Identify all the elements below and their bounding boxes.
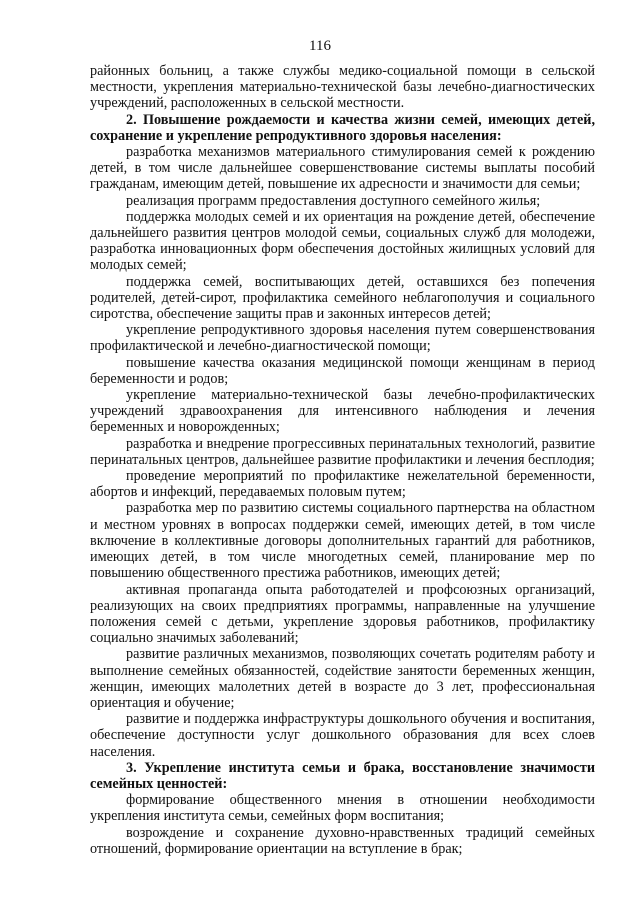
paragraph: формирование общественного мнения в отношении необходимости укрепления института семьи, семейных форм воспитания; xyxy=(90,792,595,825)
paragraph: разработка механизмов материального стимулирования семей к рождению детей, в том числе дальнейшее совершенствование системы выплаты пособий гражданам, имеющим детей, повышение их адресности и значимости для семьи; xyxy=(90,144,595,193)
paragraph: возрождение и сохранение духовно-нравственных традиций семейных отношений, формирование ориентации на вступление в брак; xyxy=(90,824,595,857)
paragraph: проведение мероприятий по профилактике нежелательной беременности, абортов и инфекций, передаваемых половым путем; xyxy=(90,468,595,501)
paragraph: районных больниц, а также службы медико-социальной помощи в сельской местности, укрепления материально-технической базы лечебно-диагностических учреждений, расположенных в сельской местности. xyxy=(90,63,595,112)
paragraph: повышение качества оказания медицинской помощи женщинам в период беременности и родов; xyxy=(90,354,595,387)
section-heading: 3. Укрепление института семьи и брака, восстановление значимости семейных ценностей: xyxy=(90,759,595,792)
paragraph: поддержка молодых семей и их ориентация на рождение детей, обеспечение дальнейшего развития центров молодой семьи, социальных служб для молодежи, разработка инновационных форм обеспечения достойных жилищных условий для молодых семей; xyxy=(90,208,595,274)
paragraph: развитие различных механизмов, позволяющих сочетать родителям работу и выполнение семейных обязанностей, содействие занятости беременных женщин, женщин, имеющих малолетних детей в возрасте до 3 лет, профессиональная ориентация и обучение; xyxy=(90,646,595,711)
paragraph: поддержка семей, воспитывающих детей, оставшихся без попечения родителей, детей-сирот, профилактика семейного неблагополучия и социального сиротства, обеспечение защиты прав и законных интересов детей; xyxy=(90,273,595,323)
document-body xyxy=(90,63,595,857)
paragraph: активная пропаганда опыта работодателей и профсоюзных организаций, реализующих на своих предприятиях программы, направленные на улучшение положения семей с детьми, укрепление здоровья работников, профилактику социально значимых заболеваний; xyxy=(90,581,595,647)
paragraph: укрепление репродуктивного здоровья населения путем совершенствования профилактической и лечебно-диагностической помощи; xyxy=(90,322,595,355)
paragraph: укрепление материально-технической базы лечебно-профилактических учреждений здравоохранения для интенсивного наблюдения и лечения беременных и новорожденных; xyxy=(90,387,595,436)
page-number: 116 xyxy=(309,38,331,54)
paragraph: разработка и внедрение прогрессивных перинатальных технологий, развитие перинатальных центров, дальнейшее развитие профилактики и лечения бесплодия; xyxy=(90,435,595,468)
paragraph: развитие и поддержка инфраструктуры дошкольного обучения и воспитания, обеспечение доступности услуг дошкольного образования для всех слоев населения. xyxy=(90,711,595,760)
paragraph: реализация программ предоставления доступного семейного жилья; xyxy=(126,192,541,209)
section-heading: 2. Повышение рождаемости и качества жизни семей, имеющих детей, сохранение и укрепление репродуктивного здоровья населения: xyxy=(90,111,595,144)
paragraph: разработка мер по развитию системы социального партнерства на областном и местном уровнях в вопросах поддержки семей, имеющих детей, в том числе включение в коллективные договоры дополнительных гарантий для работников, имеющих детей, в том числе многодетных семей, планирование мер по повышению общественного престижа работников, имеющих детей; xyxy=(90,500,595,582)
